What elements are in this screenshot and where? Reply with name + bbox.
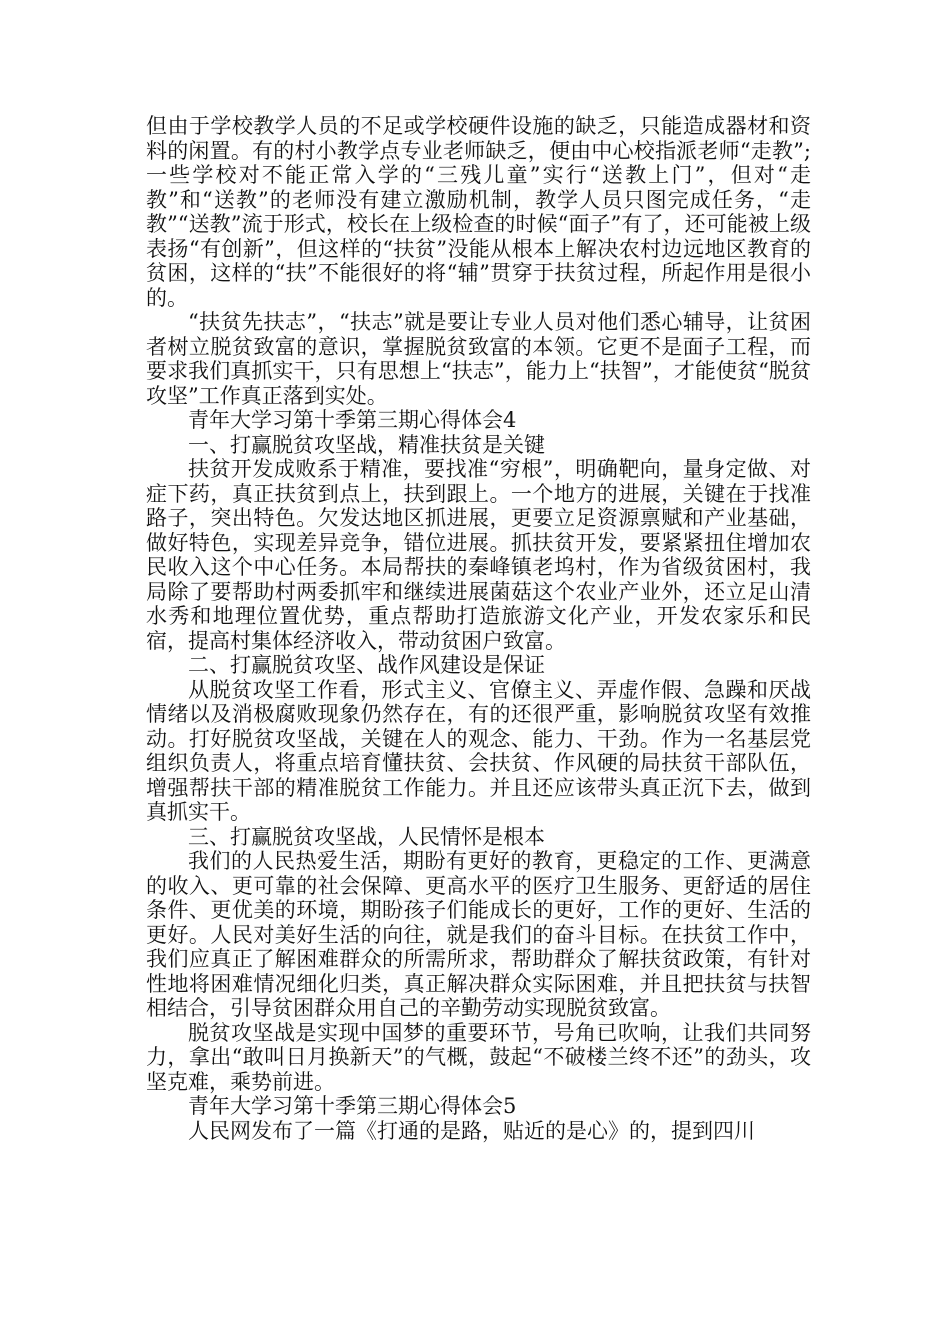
paragraph-3: 扶贫开发成败系于精准，要找准“穷根”，明确靶向，量身定做、对症下药，真正扶贫到点上，扶到跟上。一个地方的进展，关键在于找准路子，突出特色。欠发达地区抓进展，更要立足资源禀赋和产业基础，做好特色，实现差异竞争，错位进展。抓扶贫开发，要紧紧扭住增加农民收入这个中心任务。本局帮扶的秦峰镇老坞村，作为省级贫困村，我局除了要帮助村两委抓牢和继续进展菌菇这个农业产业外，还立足山清水秀和地理位置优势，重点帮助打造旅游文化产业，开发农家乐和民宿，提高村集体经济收入，带动贫困户致富。 <box>146 457 811 653</box>
document-body <box>146 114 811 1143</box>
paragraph-7: 人民网发布了一篇《打通的是路，贴近的是心》的，提到四川 <box>188 1118 755 1143</box>
paragraph-1: 但由于学校教学人员的不足或学校硬件设施的缺乏，只能造成器材和资料的闲置。有的村小教学点专业老师缺乏，便由中心校指派老师“走教”;一些学校对不能正常入学的“三残儿童”实行“送教上门”，但对“走教”和“送教”的老师没有建立激励机制，教学人员只图完成任务，“走教”“送教”流于形式，校长在上级检查的时候“面子”有了，还可能被上级表扬“有创新”，但这样的“扶贫”没能从根本上解决农村边远地区教育的贫困，这样的“扶”不能很好的将“辅”贯穿于扶贫过程，所起作用是很小的。 <box>146 114 811 310</box>
subheading-1: 一、打赢脱贫攻坚战，精准扶贫是关键 <box>188 432 545 457</box>
section-title-5: 青年大学习第十季第三期心得体会5 <box>188 1094 517 1118</box>
paragraph-2: “扶贫先扶志”，“扶志”就是要让专业人员对他们悉心辅导，让贫困者树立脱贫致富的意识，掌握脱贫致富的本领。它更不是面子工程，而要求我们真抓实干，只有思想上“扶志”，能力上“扶智”，才能使贫“脱贫攻坚”工作真正落到实处。 <box>146 310 811 408</box>
section-title-4: 青年大学习第十季第三期心得体会4 <box>188 408 517 432</box>
paragraph-5: 我们的人民热爱生活，期盼有更好的教育，更稳定的工作、更满意的收入、更可靠的社会保障、更高水平的医疗卫生服务、更舒适的居住条件、更优美的环境，期盼孩子们能成长的更好，工作的更好、生活的更好。人民对美好生活的向往，就是我们的奋斗目标。在扶贫工作中，我们应真正了解困难群众的所需所求，帮助群众了解扶贫政策，有针对性地将困难情况细化归类，真正解决群众实际困难，并且把扶贫与扶智相结合，引导贫困群众用自己的辛勤劳动实现脱贫致富。 <box>146 849 811 1020</box>
paragraph-4: 从脱贫攻坚工作看，形式主义、官僚主义、弄虚作假、急躁和厌战情绪以及消极腐败现象仍然存在，有的还很严重，影响脱贫攻坚有效推动。打好脱贫攻坚战，关键在人的观念、能力、干劲。作为一名基层党组织负责人，将重点培育懂扶贫、会扶贫、作风硬的局扶贫干部队伍，增强帮扶干部的精准脱贫工作能力。并且还应该带头真正沉下去，做到真抓实干。 <box>146 677 811 824</box>
paragraph-6: 脱贫攻坚战是实现中国梦的重要环节，号角已吹响，让我们共同努力，拿出“敢叫日月换新天”的气概，鼓起“不破楼兰终不还”的劲头，攻坚克难，乘势前进。 <box>146 1020 811 1094</box>
subheading-3: 三、打赢脱贫攻坚战，人民情怀是根本 <box>188 824 545 849</box>
subheading-2: 二、打赢脱贫攻坚、战作风建设是保证 <box>188 653 545 677</box>
